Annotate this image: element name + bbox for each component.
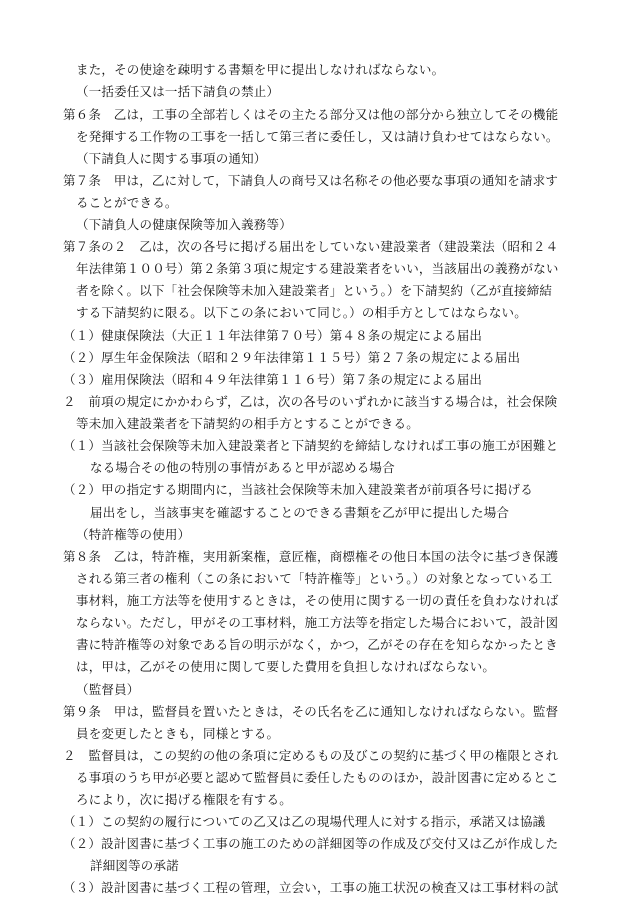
section-heading: （特許権等の使用） <box>76 527 191 542</box>
paragraph-line: ２ 監督員は，この契約の他の条項に定めるもの及びこの契約に基づく甲の権限とされ <box>63 748 559 763</box>
text-line: 詳細図等の承諾 <box>90 858 179 873</box>
list-item: （２）厚生年金保険法（昭和２９年法律第１１５号）第２７条の規定による届出 <box>63 350 521 365</box>
section-heading: （監督員） <box>76 682 140 697</box>
article-line: 第６条 乙は，工事の全部若しくはその主たる部分又は他の部分から独立してその機能 <box>63 107 559 122</box>
list-item: （１）健康保険法（大正１１年法律第７０号）第４８条の規定による届出 <box>63 328 483 343</box>
article-line: 第７条の２ 乙は，次の各号に掲げる届出をしていない建設業者（建設業法（昭和２４ <box>63 239 559 254</box>
section-heading: （下請負人に関する事項の通知） <box>76 151 267 166</box>
section-heading: （下請負人の健康保険等加入義務等） <box>76 217 292 232</box>
text-line: される第三者の権利（この条において「特許権等」という。）の対象となっている工 <box>76 571 553 586</box>
text-line: する下請契約に限る。以下この条において同じ。）の相手方としてはならない。 <box>76 305 527 320</box>
text-line: 届出をし，当該事実を確認することのできる書類を乙が甲に提出した場合 <box>90 505 510 520</box>
text-line: ならない。ただし，甲がその工事材料，施工方法等を指定した場合において，設計図 <box>76 615 559 630</box>
article-line: 第８条 乙は，特許権，実用新案権，意匠権，商標権その他日本国の法令に基づき保護 <box>63 549 559 564</box>
list-item: （１）この契約の履行についての乙又は乙の現場代理人に対する指示，承諾又は協議 <box>63 814 546 829</box>
text-line: 年法律第１００号）第２条第３項に規定する建設業者をいい，当該届出の義務がない <box>76 261 559 276</box>
text-line: 書に特許権等の対象である旨の明示がなく，かつ，乙がその存在を知らなかったとき <box>76 637 558 652</box>
list-item: （３）雇用保険法（昭和４９年法律第１１６号）第７条の規定による届出 <box>63 372 483 387</box>
paragraph-line: ２ 前項の規定にかかわらず，乙は，次の各号のいずれかに該当する場合は，社会保険 <box>63 394 558 409</box>
text-line: ろにより，次に掲げる権限を有する。 <box>76 792 292 807</box>
article-line: 第７条 甲は，乙に対して，下請負人の商号又は名称その他必要な事項の通知を請求す <box>63 173 559 188</box>
text-line: を発揮する工作物の工事を一括して第三者に委任し，又は請け負わせてはならない。 <box>76 129 559 144</box>
text-line: 等未加入建設業者を下請契約の相手方とすることができる。 <box>76 416 419 431</box>
text-line: 者を除く。以下「社会保険等未加入建設業者」という。）を下請契約（乙が直接締結 <box>76 283 553 298</box>
article-line: 第９条 甲は，監督員を置いたときは，その氏名を乙に通知しなければならない。監督 <box>63 704 559 719</box>
list-item: （２）甲の指定する期間内に，当該社会保険等未加入建設業者が前項各号に掲げる <box>63 482 533 497</box>
text-line: また，その使途を疎明する書類を甲に提出しなければならない。 <box>76 62 445 77</box>
list-item: （２）設計図書に基づく工事の施工のための詳細図等の作成及び交付又は乙が作成した <box>63 836 559 851</box>
text-line: は，甲は，乙がその使用に関して要した費用を負担しなければならない。 <box>76 659 496 674</box>
text-line: る事項のうち甲が必要と認めて監督員に委任したもののほか，設計図書に定めるとこ <box>76 770 559 785</box>
text-line: ることができる。 <box>76 195 178 210</box>
list-item: （１）当該社会保険等未加入建設業者と下請契約を締結しなければ工事の施工が困難と <box>63 438 559 453</box>
text-line: なる場合その他の特別の事情があると甲が認める場合 <box>90 460 395 475</box>
section-heading: （一括委任又は一括下請負の禁止） <box>76 84 280 99</box>
text-line: 事材料，施工方法等を使用するときは，その使用に関する一切の責任を負わなければ <box>76 593 559 608</box>
text-line: 員を変更したときも，同様とする。 <box>76 726 280 741</box>
list-item: （３）設計図書に基づく工程の管理，立会い，工事の施工状況の検査又は工事材料の試 <box>63 880 559 895</box>
